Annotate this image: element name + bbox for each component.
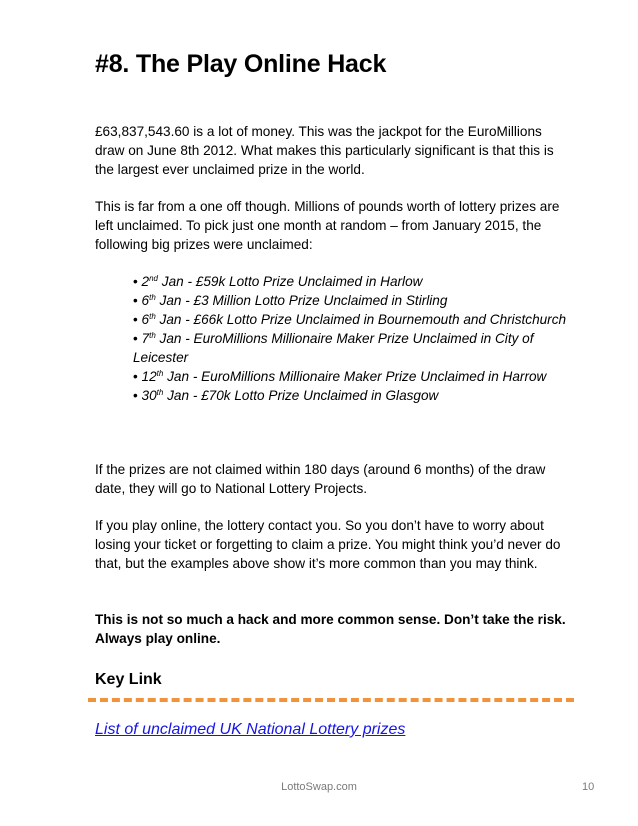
bullet-icon: • <box>133 274 138 289</box>
list-item-text: Jan - EuroMillions Millionaire Maker Prize Unclaimed in Harrow <box>163 369 547 384</box>
list-item-day: 6 <box>141 312 150 327</box>
section-divider <box>88 698 574 702</box>
list-item-text: Jan - £3 Million Lotto Prize Unclaimed in Stirling <box>155 293 448 308</box>
list-item-day: 30 <box>141 388 157 403</box>
unclaimed-prizes-link[interactable]: List of unclaimed UK National Lottery prizes <box>95 721 406 738</box>
list-item-ordinal: th <box>149 293 156 302</box>
list-item <box>133 367 573 386</box>
list-item-ordinal: nd <box>149 274 159 283</box>
page-number: 10 <box>582 781 595 793</box>
paragraph-180-days: If the prizes are not claimed within 180 days (around 6 months) of the draw date, they will go to National Lottery Projects. <box>95 462 546 496</box>
bullet-icon: • <box>133 388 138 403</box>
list-item-text: Jan - EuroMillions Millionaire Maker Prize Unclaimed in City of Leicester <box>133 331 534 365</box>
paragraph-conclusion: This is not so much a hack and more common sense. Don’t take the risk. Always play online. <box>95 612 566 646</box>
list-item <box>133 329 573 367</box>
paragraph-play-online: If you play online, the lottery contact you. So you don’t have to worry about losing your ticket or forgetting to claim a prize. You might think you’d never do that, but the examples above show it’s more common than you may think. <box>95 518 561 571</box>
list-item-ordinal: th <box>156 388 164 397</box>
footer-site-name: LottoSwap.com <box>281 781 357 793</box>
list-item-day: 2 <box>141 274 150 289</box>
bullet-icon: • <box>133 369 138 384</box>
paragraph-unclaimed-intro: This is far from a one off though. Millions of pounds worth of lottery prizes are left unclaimed. To pick just one month at random – from January 2015, the following big prizes were unclaimed: <box>95 199 560 252</box>
key-link-heading: Key Link <box>95 671 162 688</box>
list-item-text: Jan - £59k Lotto Prize Unclaimed in Harlow <box>158 274 423 289</box>
list-item <box>133 386 573 405</box>
list-item-ordinal: th <box>149 312 156 321</box>
paragraph-jackpot: £63,837,543.60 is a lot of money. This was the jackpot for the EuroMillions draw on June 8th 2012. What makes this particularly significant is that this is the largest ever unclaimed prize in the world. <box>95 124 554 177</box>
list-item-text: Jan - £66k Lotto Prize Unclaimed in Bournemouth and Christchurch <box>155 312 567 327</box>
bullet-icon: • <box>133 331 138 346</box>
list-item <box>133 272 573 291</box>
list-item-day: 6 <box>141 293 150 308</box>
list-item-day: 7 <box>141 331 150 346</box>
bullet-icon: • <box>133 293 138 308</box>
unclaimed-prizes-list <box>133 272 573 405</box>
list-item <box>133 310 573 329</box>
page-title: #8. The Play Online Hack <box>95 50 387 78</box>
list-item-day: 12 <box>141 369 157 384</box>
list-item-ordinal: th <box>149 331 156 340</box>
list-item <box>133 291 573 310</box>
list-item-ordinal: th <box>156 369 164 378</box>
list-item-text: Jan - £70k Lotto Prize Unclaimed in Glasgow <box>163 388 439 403</box>
bullet-icon: • <box>133 312 138 327</box>
